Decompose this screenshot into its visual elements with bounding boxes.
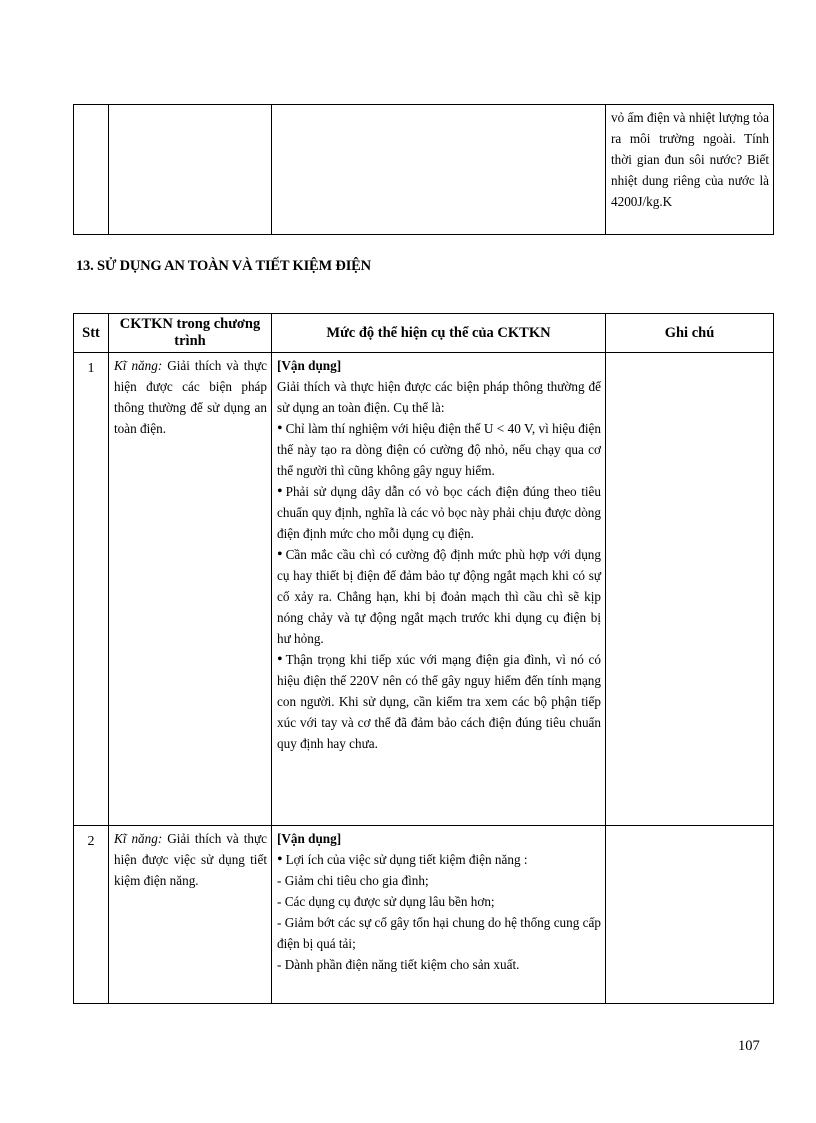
cktkn-table <box>73 313 774 1004</box>
cont-note-text: vỏ ấm điện và nhiệt lượng tỏa ra môi trường ngoài. Tính thời gian đun sôi nước? Biết nhiệt dung riêng của nước là 4200J/kg.K <box>611 110 769 209</box>
list-item: - Giảm bớt các sự cố gây tổn hại chung do hệ thống cung cấp điện bị quá tải; <box>277 915 601 951</box>
level-tag: [Vận dụng] <box>277 358 342 373</box>
header-cktkn: CKTKN trong chương trình <box>109 314 272 353</box>
header-level: Mức độ thể hiện cụ thể của CKTKN <box>272 314 606 353</box>
row-stt: 2 <box>74 826 109 1004</box>
bullet-item: • Lợi ích của việc sử dụng tiết kiệm điện năng : <box>277 849 601 870</box>
list-item: - Các dụng cụ được sử dụng lâu bền hơn; <box>277 894 495 909</box>
skill-text: Giải thích và thực hiện được các biện pháp thông thường để sử dụng an toàn điện. <box>114 358 268 436</box>
table-row <box>74 826 774 1004</box>
list-item: - Giảm chi tiêu cho gia đình; <box>277 873 429 888</box>
continuation-table <box>73 104 774 235</box>
page-number: 107 <box>738 1038 760 1054</box>
cont-cktkn-cell <box>109 105 272 235</box>
row-note <box>606 826 774 1004</box>
row-skill <box>109 353 272 826</box>
cont-stt-cell <box>74 105 109 235</box>
row-level-detail <box>272 826 606 1004</box>
skill-label: Kĩ năng: <box>114 358 163 373</box>
skill-label: Kĩ năng: <box>114 831 163 846</box>
level-tag: [Vận dụng] <box>277 831 342 846</box>
bullet-item: • Phải sử dụng dây dẫn có vỏ bọc cách điện đúng theo tiêu chuẩn quy định, nghĩa là các vỏ bọc này phải chịu được dòng điện định mức cho mỗi dụng cụ điện. <box>277 481 601 544</box>
section-title: 13. SỬ DỤNG AN TOÀN VÀ TIẾT KIỆM ĐIỆN <box>76 258 371 274</box>
table-row <box>74 353 774 826</box>
bullet-item: • Cần mắc cầu chì có cường độ định mức phù hợp với dụng cụ hay thiết bị điện để đảm bảo tự động ngắt mạch khi có sự cố xảy ra. Chẳng hạn, khi bị đoản mạch thì cầu chì sẽ kịp nóng chảy và tự động ngắt mạch trước khi dụng cụ điện bị hư hỏng. <box>277 544 601 649</box>
row-note <box>606 353 774 826</box>
cont-note-cell <box>606 105 774 235</box>
bullet-item: • Thận trọng khi tiếp xúc với mạng điện gia đình, vì nó có hiệu điện thế 220V nên có thể gây nguy hiểm đến tính mạng con người. Khi sử dụng, cần kiểm tra xem các bộ phận tiếp xúc với tay và cơ thể đã đảm bảo cách điện đúng tiêu chuẩn quy định hay chưa. <box>277 649 601 754</box>
level-intro: Giải thích và thực hiện được các biện pháp thông thường để sử dụng an toàn điện. Cụ thể là: <box>277 379 601 415</box>
bullet-item: • Chỉ làm thí nghiệm với hiệu điện thế U < 40 V, vì hiệu điện thế này tạo ra dòng điện có cường độ nhỏ, nếu chạy qua cơ thể người thì cũng không gây nguy hiểm. <box>277 418 601 481</box>
header-note: Ghi chú <box>606 314 774 353</box>
row-level-detail <box>272 353 606 826</box>
table-header-row <box>74 314 774 353</box>
skill-text: Giải thích và thực hiện được việc sử dụng tiết kiệm điện năng. <box>114 831 268 888</box>
row-stt: 1 <box>74 353 109 826</box>
row-skill <box>109 826 272 1004</box>
header-stt: Stt <box>74 314 109 353</box>
cont-level-cell <box>272 105 606 235</box>
list-item: - Dành phần điện năng tiết kiệm cho sản xuất. <box>277 957 520 972</box>
